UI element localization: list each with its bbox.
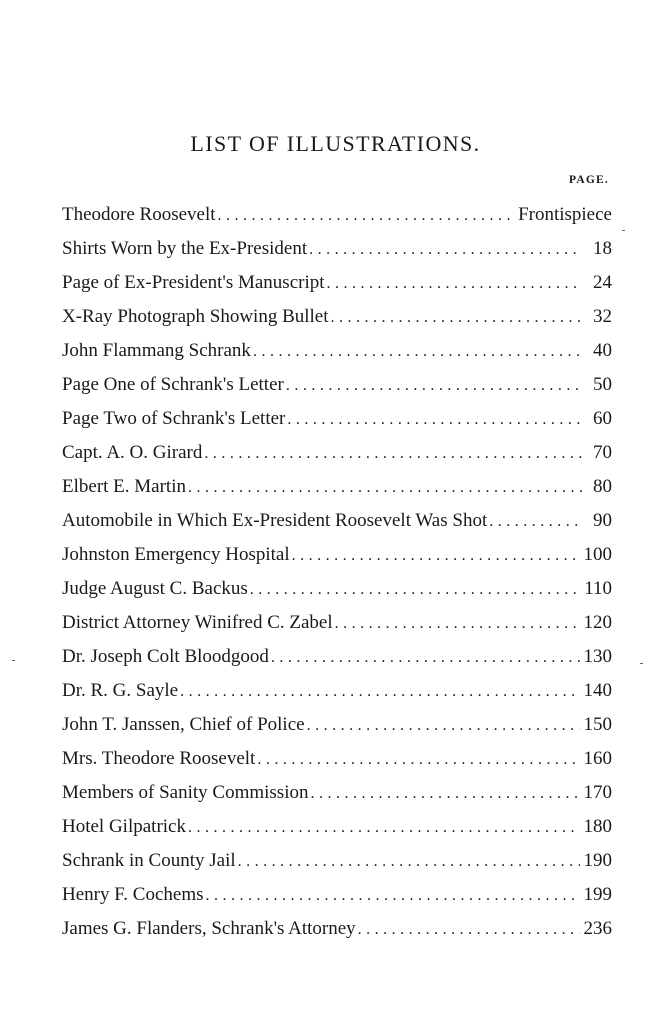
dot-leader: [310, 777, 579, 811]
list-item: [62, 334, 612, 368]
entry-page: 150: [583, 714, 612, 735]
entry-page: 90: [593, 510, 612, 531]
entry-title: Dr. R. G. Sayle: [62, 680, 179, 701]
dot-leader: [250, 573, 580, 607]
list-item: [62, 674, 612, 708]
dot-leader: [327, 267, 582, 301]
list-item: [62, 912, 612, 946]
entry-title: Automobile in Which Ex-President Roosevelt Was Shot: [62, 510, 488, 531]
entry-title: Members of Sanity Commission: [62, 782, 309, 803]
entry-title: Hotel Gilpatrick: [62, 816, 186, 837]
list-item: [62, 504, 612, 538]
entry-title: Mrs. Theodore Roosevelt: [62, 748, 256, 769]
list-item: [62, 810, 612, 844]
entry-title: Shirts Worn by the Ex-President: [62, 238, 308, 259]
entry-page: Frontispiece: [518, 204, 612, 225]
dot-leader: [286, 369, 582, 403]
entry-title: Elbert E. Martin: [62, 476, 186, 497]
list-item: [62, 742, 612, 776]
entry-page: 24: [593, 272, 612, 293]
entry-title: James G. Flanders, Schrank's Attorney: [62, 918, 356, 939]
list-item: [62, 640, 612, 674]
list-item: [62, 606, 612, 640]
list-item: [62, 776, 612, 810]
list-item: [62, 436, 612, 470]
entry-page: 160: [583, 748, 612, 769]
entry-title: Johnston Emergency Hospital: [62, 544, 290, 565]
dot-leader: [335, 607, 580, 641]
entry-page: 130: [583, 646, 612, 667]
scan-speck: [622, 230, 625, 231]
illustrations-list: [62, 198, 612, 946]
list-item: [62, 300, 612, 334]
dot-leader: [253, 335, 582, 369]
entry-page: 120: [583, 612, 612, 633]
list-item: [62, 572, 612, 606]
entry-page: 70: [593, 442, 612, 463]
dot-leader: [307, 709, 580, 743]
entry-title: Page of Ex-President's Manuscript: [62, 272, 325, 293]
entry-title: John Flammang Schrank: [62, 340, 251, 361]
list-item: [62, 844, 612, 878]
list-item: [62, 232, 612, 266]
entry-page: 170: [583, 782, 612, 803]
list-item: [62, 470, 612, 504]
dot-leader: [204, 437, 582, 471]
entry-title: Page Two of Schrank's Letter: [62, 408, 286, 429]
entry-page: 236: [583, 918, 612, 939]
list-item: [62, 402, 612, 436]
entry-title: John T. Janssen, Chief of Police: [62, 714, 305, 735]
entry-title: Schrank in County Jail: [62, 850, 236, 871]
dot-leader: [257, 743, 579, 777]
page-column-label: PAGE.: [569, 174, 609, 186]
list-item: [62, 198, 612, 232]
entry-title: Henry F. Cochems: [62, 884, 204, 905]
entry-page: 18: [593, 238, 612, 259]
entry-title: Page One of Schrank's Letter: [62, 374, 284, 395]
entry-page: 40: [593, 340, 612, 361]
entry-title: District Attorney Winifred C. Zabel: [62, 612, 333, 633]
dot-leader: [292, 539, 580, 573]
entry-page: 80: [593, 476, 612, 497]
dot-leader: [358, 913, 580, 947]
dot-leader: [238, 845, 580, 879]
list-item: [62, 878, 612, 912]
dot-leader: [206, 879, 580, 913]
dot-leader: [309, 233, 582, 267]
entry-page: 32: [593, 306, 612, 327]
list-item: [62, 708, 612, 742]
entry-page: 50: [593, 374, 612, 395]
entry-title: X-Ray Photograph Showing Bullet: [62, 306, 329, 327]
list-item: [62, 538, 612, 572]
dot-leader: [271, 641, 580, 675]
scan-speck: [12, 660, 15, 661]
entry-page: 199: [583, 884, 612, 905]
entry-title: Judge August C. Backus: [62, 578, 248, 599]
dot-leader: [188, 471, 582, 505]
entry-page: 180: [583, 816, 612, 837]
entry-title: Dr. Joseph Colt Bloodgood: [62, 646, 269, 667]
dot-leader: [489, 505, 582, 539]
entry-page: 190: [583, 850, 612, 871]
entry-page: 100: [583, 544, 612, 565]
dot-leader: [331, 301, 582, 335]
scan-speck: [640, 663, 643, 664]
list-item: [62, 266, 612, 300]
entry-title: Theodore Roosevelt: [62, 204, 216, 225]
entry-title: Capt. A. O. Girard: [62, 442, 203, 463]
entry-page: 110: [584, 578, 612, 599]
page-title: LIST OF ILLUSTRATIONS.: [190, 131, 481, 156]
dot-leader: [188, 811, 580, 845]
list-item: [62, 368, 612, 402]
entry-page: 60: [593, 408, 612, 429]
entry-page: 140: [583, 680, 612, 701]
dot-leader: [180, 675, 579, 709]
dot-leader: [218, 199, 515, 233]
dot-leader: [287, 403, 582, 437]
